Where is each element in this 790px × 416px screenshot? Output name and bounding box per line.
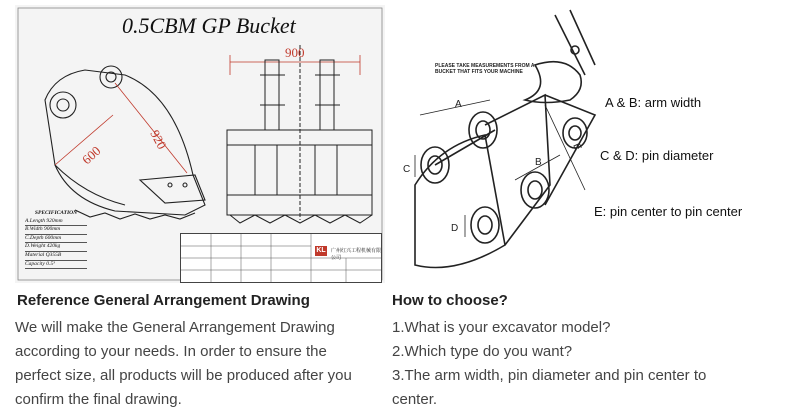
legend-pin-diameter: C & D: pin diameter: [600, 148, 714, 163]
question-type: 2.Which type do you want?: [392, 343, 573, 360]
left-paragraph: [15, 316, 390, 412]
company-logo: KL: [316, 247, 326, 254]
letter-d: D: [451, 223, 459, 234]
left-line: perfect size, all products will be produced after you: [15, 367, 352, 384]
dim-600: 600: [78, 143, 104, 168]
question-dimensions-cont: center.: [392, 391, 438, 408]
pin-measurement-image: [395, 5, 790, 283]
dim-920: 920: [147, 127, 170, 152]
letter-e: E: [570, 141, 584, 153]
letter-c: C: [403, 164, 411, 175]
left-line: according to your needs. In order to ensure the: [15, 343, 327, 360]
left-line: We will make the General Arrangement Drawing: [15, 319, 335, 336]
company-name: 广州红兴工程机械有限公司: [331, 248, 382, 261]
spec-material: Material Q355B: [25, 252, 87, 261]
left-line: confirm the final drawing.: [15, 391, 182, 408]
spec-weight: D.Weight 420kg: [25, 243, 87, 252]
letter-a: A: [455, 99, 462, 110]
legend-pin-center: E: pin center to pin center: [594, 204, 743, 219]
spec-width: B.Width 900mm: [25, 226, 87, 235]
legend-arm-width: A & B: arm width: [605, 95, 702, 110]
question-model: 1.What is your excavator model?: [392, 319, 611, 336]
drawing-title: 0.5CBM GP Bucket: [122, 13, 296, 38]
spec-capacity: Capacity 0.5³: [25, 261, 87, 270]
spec-depth: C.Depth 600mm: [25, 235, 87, 244]
spec-length: A.Length 920mm: [25, 218, 87, 227]
dim-900: 900: [285, 45, 305, 60]
bucket-drawing-image: [15, 5, 385, 283]
left-heading: Reference General Arrangement Drawing: [17, 292, 310, 309]
question-dimensions: 3.The arm width, pin diameter and pin center to: [392, 367, 707, 384]
spec-header: SPECIFICATION: [34, 210, 78, 216]
letter-b: B: [535, 157, 542, 168]
right-paragraph: [392, 316, 782, 412]
spec-table: [25, 210, 87, 269]
measurement-note: PLEASE TAKE MEASUREMENTS FROM A BUCKET THAT FITS YOUR MACHINE: [435, 63, 535, 75]
pin-diagram-lines: [395, 5, 790, 283]
title-block: [180, 233, 382, 283]
right-heading: How to choose?: [392, 292, 508, 309]
